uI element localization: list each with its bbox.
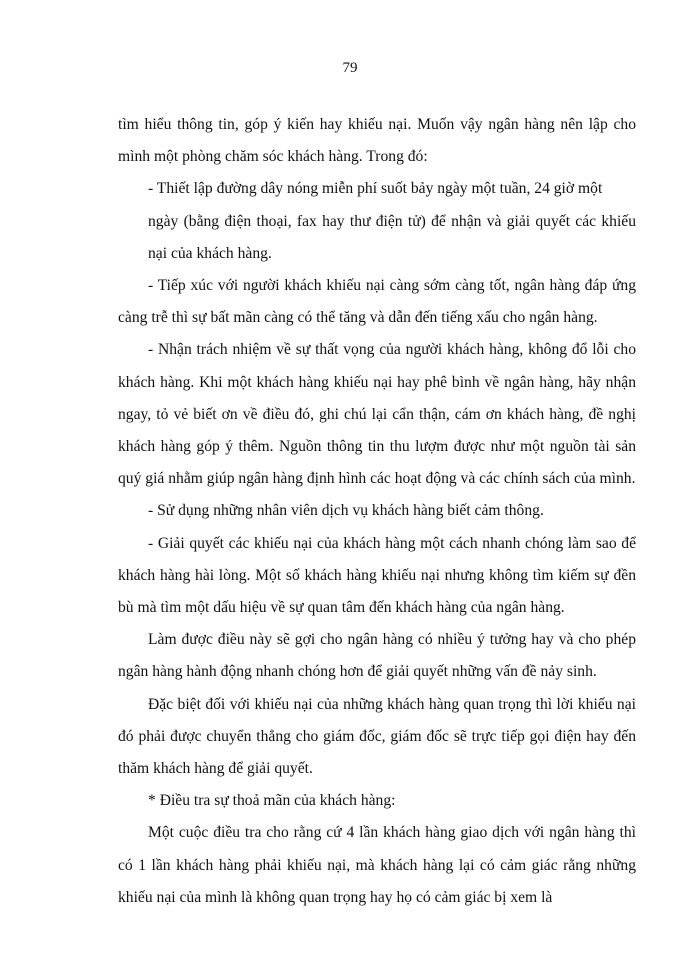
bullet-paragraph: - Tiếp xúc với người khách khiếu nại càng sớm càng tốt, ngân hàng đáp ứng càng trễ thì sự bất mãn càng có thể tăng và dẫn đến tiếng xấu cho ngân hàng.: [118, 277, 636, 327]
bullet-paragraph: - Thiết lập đường dây nóng miễn phí suốt bảy ngày một tuần, 24 giờ một: [148, 180, 603, 198]
body-text: [118, 109, 636, 914]
section-heading: * Điều tra sự thoả mãn của khách hàng:: [148, 792, 396, 810]
paragraph: tìm hiểu thông tin, góp ý kiến hay khiếu nại. Muốn vậy ngân hàng nên lập cho mình một phòng chăm sóc khách hàng. Trong đó:: [118, 116, 636, 166]
bullet-paragraph: - Giải quyết các khiếu nại của khách hàng một cách nhanh chóng làm sao để khách hàng hài lòng. Một số khách hàng khiếu nại nhưng không tìm kiếm sự đền bù mà tìm một dấu hiệu về sự quan tâm đến khách hàng của ngân hàng.: [118, 534, 636, 617]
page-number: 79: [342, 60, 358, 76]
bullet-paragraph: - Nhận trách nhiệm về sự thất vọng của người khách hàng, không đổ lỗi cho khách hàng. Khi một khách hàng khiếu nại hay phê bình về ngân hàng, hãy nhận ngay, tỏ vẻ biết ơn về điều đó, ghi chú lại cẩn thận, cám ơn khách hàng, đề nghị khách hàng góp ý thêm. Nguồn thông tin thu lượm được như một nguồn tài sản quý giá nhằm giúp ngân hàng định hình các hoạt động và các chính sách của mình.: [118, 341, 636, 488]
paragraph: Một cuộc điều tra cho rằng cứ 4 lần khách hàng giao dịch với ngân hàng thì có 1 lần khách hàng phải khiếu nại, mà khách hàng lại có cảm giác rằng những khiếu nại của mình là không quan trọng hay họ có cảm giác bị xem là: [118, 824, 636, 906]
bullet-paragraph: - Sử dụng những nhân viên dịch vụ khách hàng biết cảm thông.: [148, 502, 544, 520]
bullet-continuation: ngày (bằng điện thoại, fax hay thư điện tử) để nhận và giải quyết các khiếu nại của khách hàng.: [148, 212, 636, 262]
paragraph: Làm được điều này sẽ gợi cho ngân hàng có nhiều ý tưởng hay và cho phép ngân hàng hành động nhanh chóng hơn để giải quyết những vấn đề nảy sinh.: [118, 631, 636, 681]
paragraph: Đặc biệt đối với khiếu nại của những khách hàng quan trọng thì lời khiếu nại đó phải được chuyển thẳng cho giám đốc, giám đốc sẽ trực tiếp gọi điện hay đến thăm khách hàng để giải quyết.: [118, 695, 636, 778]
